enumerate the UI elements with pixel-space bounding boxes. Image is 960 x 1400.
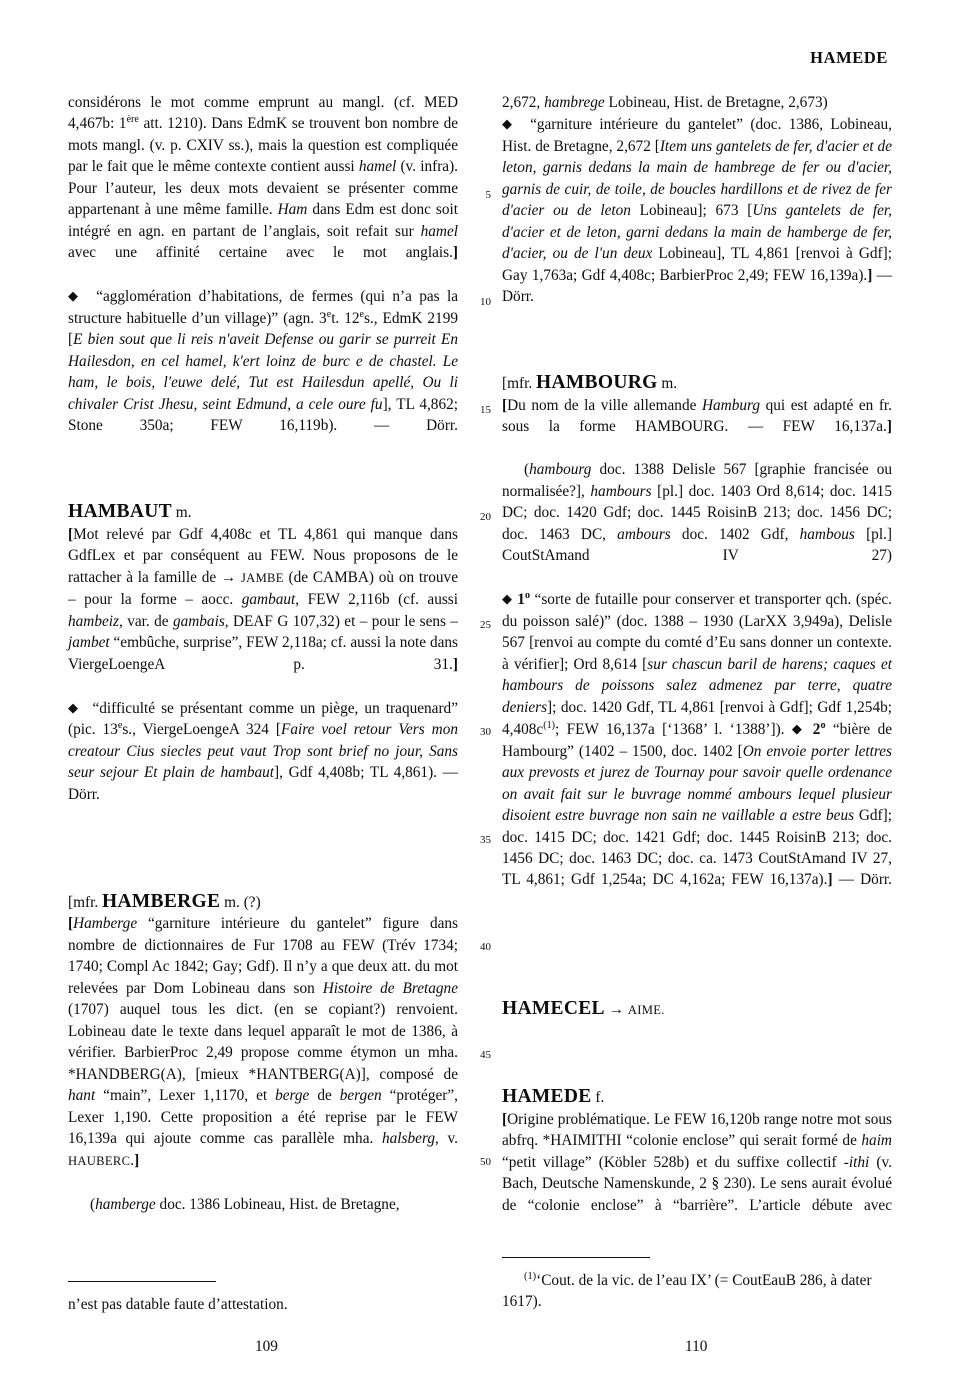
lozenge-icon: ◆ xyxy=(502,116,516,132)
line-number: 45 xyxy=(480,1049,491,1061)
right-column xyxy=(502,92,892,1238)
running-head: HAMEDE xyxy=(810,48,888,67)
line-number: 15 xyxy=(480,404,491,416)
entry-headword-hambaut: HAMBAUT m. xyxy=(68,501,192,523)
entry-headword-hamecel: HAMECEL → AIME. xyxy=(502,998,665,1020)
line-number: 5 xyxy=(485,189,491,201)
entry-etymology-hambourg: [Du nom de la ville allemande Hamburg qui est adapté en fr. sous la forme HAMBOURG. — FEW 16,137a.] xyxy=(502,396,893,436)
lozenge-icon: ◆ xyxy=(68,288,82,304)
entry-etymology-hamberge: [Hamberge “garniture intérieure du gantelet” figure dans nombre de dictionnaires de Fur 1708 au FEW (Trév 1734; 1740; Compl Ac 1842; Gay; Gdf). Il n’y a que deux att. du mot relevées par Dom Lobineau dans son Histoire de Bretagne (1707) auquel tous les dict. (en se copiant?) renvoient. Lobineau date le texte dans lequel apparaît le mot de 1386, à vérifier. BarbierProc 2,49 propose comme étymon un mha. *HANDBERG(A), [mieux *HANTBERG(A)], composé de hant “main”, Lexer 1,1170, et berge de bergen “protéger”, Lexer 1,190. Cette proposition a été reprise par le FEW 16,139a qui ajoute comme cas parallèle mha. halsberg, v. HAUBERC.] xyxy=(68,915,458,1169)
line-number: 40 xyxy=(480,941,491,953)
footnote-left: n’est pas datable faute d’attestation. xyxy=(68,1296,288,1313)
continuation-attestation: 2,672, hambrege Lobineau, Hist. de Bretagne, 2,673) xyxy=(502,94,828,111)
footnote-marker: (1) xyxy=(524,1270,537,1282)
folio-right: 110 xyxy=(685,1338,708,1355)
lozenge-icon: ◆ xyxy=(502,591,513,607)
entry-etymology-hambaut: [Mot relevé par Gdf 4,408c et TL 4,861 qui manque dans GdfLex et par conséquent au FEW. Nous proposons de le rattacher à la famille de → JAMBE (de CAMBA) où on trouve – pour la forme – aocc. gambaut, FEW 2,116b (cf. aussi hambeiz, var. de gambais, DEAF G 107,32) et – pour le sens – jambet “embûche, surprise”, FEW 2,118a; cf. aussi la note dans ViergeLoengeA p. 31.] xyxy=(68,525,459,673)
entry-attestation-hamberge: (hamberge doc. 1386 Lobineau, Hist. de Bretagne, xyxy=(90,1195,400,1213)
lozenge-icon: ◆ xyxy=(791,721,806,737)
entry-headword-hambourg: [mfr. HAMBOURG m. xyxy=(502,372,678,394)
line-number: 35 xyxy=(480,834,491,846)
line-number: 10 xyxy=(480,296,491,308)
entry-etymology-hamede: [Origine problématique. Le FEW 16,120b range notre mot sous abfrq. *HAIMITHI “colonie enclose” qui serait formé de haim “petit village” (Köbler 528b) et du suffixe collectif -ithi (v. Bach, Deutsche Namenskunde, 2 § 230). Le sens aurait évolué de “colonie enclose” à “barrière”. L’article débute avec xyxy=(502,1110,892,1214)
entry-sense-hambaut: ◆ “difficulté se présentant comme un piège, un traquenard” (pic. 13es., ViergeLoengeA 324 [Faire voel retour Vers mon creatour Cius siecles peut vaut Trop sont brief no jour, Sans seur sejour Et plain de hambaut], Gdf 4,408b; TL 4,861). — Dörr. xyxy=(68,699,458,803)
left-column xyxy=(68,92,458,1215)
line-number: 20 xyxy=(480,511,491,523)
entry-sense-hambourg: ◆ 1$^o$ “sorte de futaille pour conserver et transporter qch. (spéc. du poisson salé)” (doc. 1388 – 1930 (LarXX 3,949a), Delisle 567 [renvoi au compte du comté d’Eu sans donner un contexte. à vérifier]; Ord 8,614 [sur chascun baril de harens; caques et hambours de poissons salez admenez par terre, quatre deniers]; doc. 1420 Gdf, TL 4,861 [renvoi à Gdf]; Gdf 1,254b; $4,408c^{(1)}$; FEW 16,137a [‘1368’ l. ‘1388’]). ◆ 2$^o$ “bière de Hambourg” (1402 – 1500, doc. 1402 [On envoie porter lettres aux prevosts et jurez de Tournay pour savoir quelle ordenance on avait fait sur le buvrage nommé ambours lequel plusieur disoient estre buvrage non sain ne vaillable a estre beus Gdf]; doc. 1415 DC; doc. 1421 Gdf; doc. 1445 RoisinB 213; doc. 1456 DC; doc. 1463 DC; doc. ca. 1473 CoutStAmand IV 27, TL 4,861; Gdf 1,254a; DC 4,162a; FEW 16,137a).] — Dörr. xyxy=(502,590,893,889)
lozenge-icon: ◆ xyxy=(68,699,81,715)
line-number: 50 xyxy=(480,1156,491,1168)
entry-attestation-hambourg: (hambourg doc. 1388 Delisle 567 [graphie francisée ou normalisée?], hambours [pl.] doc. 1403 Ord 8,614; doc. 1415 DC; doc. 1420 Gdf; doc. 1445 RoisinB 213; doc. 1456 DC; doc. 1463 DC, ambours doc. 1402 Gdf, hambous [pl.] CoutStAmand IV 27) xyxy=(502,461,892,565)
line-number: 25 xyxy=(480,619,491,631)
folio-left: 109 xyxy=(255,1338,278,1355)
footnote-right: $^{(1)}$‘Cout. de la vic. de l’eau IX’ (= CoutEauB 286, à dater 1617). xyxy=(502,1270,872,1311)
line-number: 30 xyxy=(480,726,491,738)
entry-headword-hamberge: [mfr. HAMBERGE m. (?) xyxy=(68,891,261,912)
continuation-sense-hamberge: ◆ “garniture intérieure du gantelet” (doc. 1386, Lobineau, Hist. de Bretagne, 2,672 [Item uns gantelets de fer, d'acier et de leton, garnis dedans la main de hambrege de fer ou d'acier, garnis de cuir, de toile, de boucles hardillons et de rivez de fer d'acier ou de leton Lobineau]; 673 [Uns gantelets de fer, d'acier et de leton, garni dedans la main de hamberge de fer, d'acier, ou de l'un deux Lobineau], TL 4,861 [renvoi à Gdf]; Gay 1,763a; Gdf 4,408c; BarbierProc 2,49; FEW 16,139a).] — Dörr. xyxy=(502,116,893,306)
continuation-sense: ◆ “agglomération d’habitations, de fermes (qui n’a pas la structure habituelle d’un village)” (agn. 3et. 12es., EdmK 2199 [E bien sout que li reis n'aveit Defense ou garir se purreit En Hailesdon, en cel hamel, k'ert loinz de burc e de chastel. Le ham, le bois, l'euwe delé, Tut est Hailesdun apellé, Ou li chivaler Crist Jhesu, seint Edmund, a cele oure fu], TL 4,862; Stone 350a; FEW 16,119b). — Dörr. xyxy=(68,288,458,435)
footnote-rule-right xyxy=(502,1257,650,1258)
footnote-rule-left xyxy=(68,1281,216,1282)
entry-headword-hamede: HAMEDE f. xyxy=(502,1086,605,1108)
continuation-paragraph: considérons le mot comme emprunt au mangl. (cf. MED 4,467b: 1ère att. 1210). Dans EdmK se trouvent bon nombre de mots mangl. (v. p. CXIV ss.), mais la question est compliquée par le fait que le même contexte contient aussi hamel (v. infra). Pour l’auteur, les deux mots devaient se présenter comme appartenant à une même famille. Ham dans Edm est donc soit intégré en agn. en partant de l’anglais, soit refait sur hamel avec une affinité certaine avec le mot anglais.] xyxy=(68,94,459,262)
